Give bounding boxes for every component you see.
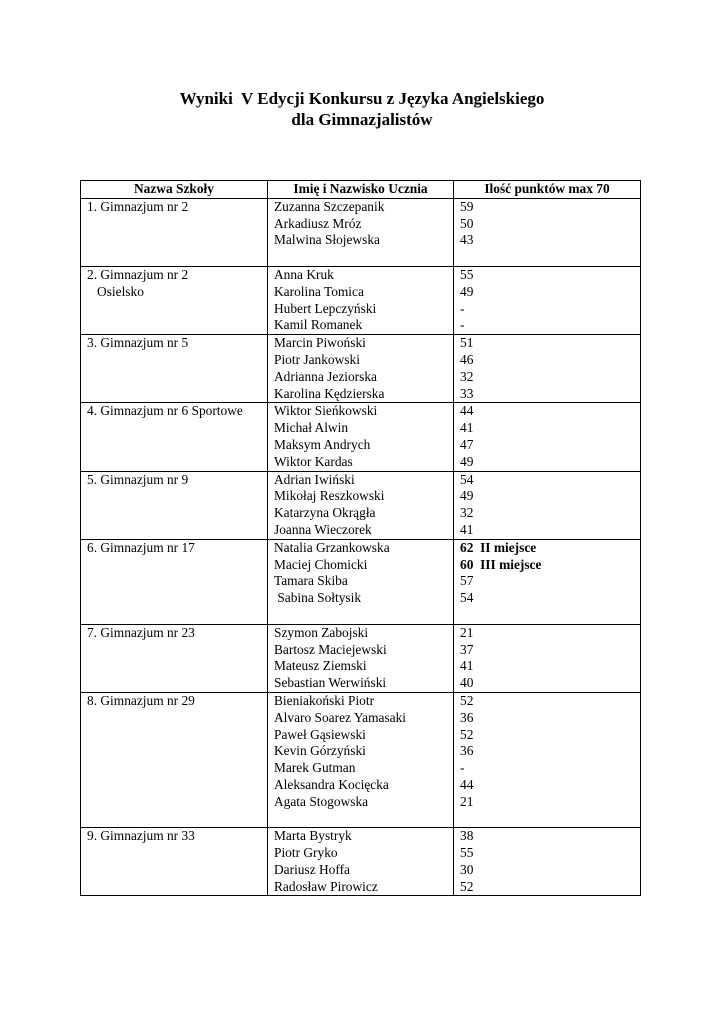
student-name [274, 249, 453, 266]
student-name [274, 607, 453, 624]
points-cell [454, 539, 641, 624]
header-points: Ilość punktów max 70 [454, 181, 641, 199]
students-cell [268, 692, 454, 827]
student-name: Kamil Romanek [274, 317, 363, 333]
students-cell [268, 335, 454, 403]
student-points: 21 [460, 793, 474, 809]
student-points: 59 [460, 198, 474, 214]
school-cell [81, 198, 268, 266]
table-row [81, 624, 641, 692]
student-points: 36 [460, 709, 474, 725]
table-row [81, 471, 641, 539]
school-name-line: 5. Gimnazjum nr 9 [87, 471, 189, 487]
points-cell [454, 692, 641, 827]
student-points: 52 [460, 692, 474, 708]
header-student: Imię i Nazwisko Ucznia [268, 181, 454, 199]
header-row [81, 181, 641, 199]
table-row [81, 403, 641, 471]
points-cell [454, 403, 641, 471]
student-points: - [460, 760, 465, 776]
student-name: Anna Kruk [274, 266, 334, 282]
table-row [81, 198, 641, 266]
student-name: Wiktor Kardas [274, 453, 353, 469]
student-name: Marcin Piwoński [274, 335, 366, 351]
student-points: 21 [460, 624, 474, 640]
student-name: Natalia Grzankowska [274, 539, 390, 555]
student-points: 32 [460, 368, 474, 384]
student-name: Hubert Lepczyński [274, 300, 377, 316]
student-points: 50 [460, 215, 474, 231]
student-name: Katarzyna Okrągła [274, 505, 376, 521]
student-name: Joanna Wieczorek [274, 521, 372, 537]
student-name: Tamara Skiba [274, 573, 348, 589]
points-cell [454, 471, 641, 539]
title-line-1: Wyniki V Edycji Konkursu z Języka Angielskiego [179, 89, 545, 108]
title-line-2: dla Gimnazjalistów [291, 110, 433, 129]
student-points: 41 [460, 658, 474, 674]
table-row [81, 692, 641, 827]
student-name: Piotr Gryko [274, 845, 338, 861]
student-name: Dariusz Hoffa [274, 861, 350, 877]
student-name: Maciej Chomicki [274, 556, 368, 572]
school-cell [81, 335, 268, 403]
student-name: Kevin Górzyński [274, 743, 366, 759]
student-name: Mikołaj Reszkowski [274, 488, 385, 504]
student-name: Karolina Kędzierska [274, 385, 385, 401]
student-points: 40 [460, 675, 474, 691]
student-points: 36 [460, 743, 474, 759]
student-points: 49 [460, 283, 474, 299]
student-points: 51 [460, 335, 474, 351]
student-name: Aleksandra Kocięcka [274, 776, 389, 792]
student-name [274, 810, 453, 827]
student-points: 57 [460, 573, 474, 589]
table-row [81, 539, 641, 624]
student-points: 38 [460, 828, 474, 844]
student-name: Sebastian Werwiński [274, 675, 387, 691]
school-cell [81, 471, 268, 539]
student-points: - [460, 300, 465, 316]
school-cell [81, 624, 268, 692]
student-name: Sabina Sołtysik [274, 590, 362, 606]
students-cell [268, 471, 454, 539]
students-cell [268, 624, 454, 692]
school-name-line: 4. Gimnazjum nr 6 Sportowe [87, 403, 243, 419]
students-cell [268, 539, 454, 624]
student-points: 49 [460, 453, 474, 469]
school-name-line: 9. Gimnazjum nr 33 [87, 828, 195, 844]
student-points: 37 [460, 641, 474, 657]
student-points: 52 [460, 726, 474, 742]
student-points: 41 [460, 521, 474, 537]
points-cell [454, 624, 641, 692]
student-points: 43 [460, 232, 474, 248]
student-name: Michał Alwin [274, 420, 349, 436]
school-cell [81, 539, 268, 624]
results-table [80, 180, 641, 896]
student-name: Alvaro Soarez Yamasaki [274, 709, 407, 725]
points-cell [454, 198, 641, 266]
student-points: 55 [460, 266, 474, 282]
student-name: Radosław Pirowicz [274, 878, 378, 894]
students-cell [268, 198, 454, 266]
student-name: Paweł Gąsiewski [274, 726, 366, 742]
student-points: 44 [460, 403, 474, 419]
student-name: Arkadiusz Mróz [274, 215, 362, 231]
student-points: 32 [460, 505, 474, 521]
student-points: 49 [460, 488, 474, 504]
school-cell [81, 266, 268, 334]
student-points: 41 [460, 420, 474, 436]
student-name: Bartosz Maciejewski [274, 641, 387, 657]
student-name: Wiktor Sieńkowski [274, 403, 378, 419]
student-name: Marek Gutman [274, 760, 356, 776]
school-cell [81, 828, 268, 896]
student-points: 60 III miejsce [460, 556, 542, 572]
student-name: Adrianna Jeziorska [274, 368, 377, 384]
school-name-line: Osielsko [87, 283, 144, 299]
table-row [81, 266, 641, 334]
student-points [460, 249, 640, 266]
student-name: Piotr Jankowski [274, 351, 360, 367]
student-name: Adrian Iwiński [274, 471, 355, 487]
student-name: Karolina Tomica [274, 283, 364, 299]
school-cell [81, 692, 268, 827]
school-name-line: 1. Gimnazjum nr 2 [87, 198, 189, 214]
school-name-line: 7. Gimnazjum nr 23 [87, 624, 195, 640]
student-name: Agata Stogowska [274, 793, 369, 809]
school-cell [81, 403, 268, 471]
students-cell [268, 403, 454, 471]
students-cell [268, 266, 454, 334]
school-name-line: 3. Gimnazjum nr 5 [87, 335, 189, 351]
school-name-line: 6. Gimnazjum nr 17 [87, 539, 195, 555]
points-cell [454, 335, 641, 403]
points-cell [454, 828, 641, 896]
student-points: 33 [460, 385, 474, 401]
student-name: Malwina Słojewska [274, 232, 380, 248]
school-name-line: 8. Gimnazjum nr 29 [87, 692, 195, 708]
student-name: Mateusz Ziemski [274, 658, 367, 674]
table-row [81, 335, 641, 403]
school-name-line: 2. Gimnazjum nr 2 [87, 266, 189, 282]
student-points: 44 [460, 776, 474, 792]
student-points [460, 607, 640, 624]
student-name: Bieniakoński Piotr [274, 692, 375, 708]
student-points: 54 [460, 471, 474, 487]
student-name: Maksym Andrych [274, 436, 371, 452]
student-points [460, 810, 640, 827]
student-points: 54 [460, 590, 474, 606]
student-points: 47 [460, 436, 474, 452]
student-points: 55 [460, 845, 474, 861]
student-points: 46 [460, 351, 474, 367]
student-name: Zuzanna Szczepanik [274, 198, 385, 214]
student-points: 52 [460, 878, 474, 894]
student-points: 62 II miejsce [460, 539, 537, 555]
student-points: 30 [460, 861, 474, 877]
points-cell [454, 266, 641, 334]
students-cell [268, 828, 454, 896]
document-title [0, 88, 724, 130]
student-points: - [460, 317, 465, 333]
student-name: Szymon Zabojski [274, 624, 369, 640]
table-row [81, 828, 641, 896]
header-school: Nazwa Szkoły [81, 181, 268, 199]
student-name: Marta Bystryk [274, 828, 352, 844]
